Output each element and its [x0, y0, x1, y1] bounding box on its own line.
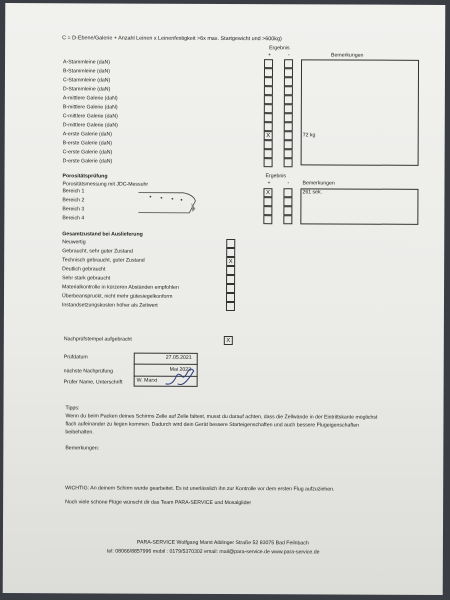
- checkbox[interactable]: [264, 113, 273, 122]
- footer-contact: tel: 08066/8857996 mobil : 0179/5370302 email: mail@para-service.de www.para-service.de: [106, 548, 320, 556]
- warning-text: WICHTIG: An deinem Schirm wurde gearbeitet. Es ist unerlässlich ihn zur Kontrolle vor dem ersten Flug aufzuziehen.: [65, 485, 335, 493]
- checkbox[interactable]: [264, 59, 273, 68]
- checkbox[interactable]: [283, 197, 292, 206]
- row-label: A-Stammleine (daN): [63, 59, 111, 66]
- stamp-row-label: Prüfdatum: [63, 354, 88, 361]
- inspection-date: 27.05.2021: [165, 354, 192, 361]
- checkbox[interactable]: [226, 284, 235, 293]
- row-label: A-erste Galerie (daN): [62, 131, 113, 138]
- minus-label-2: -: [287, 180, 290, 187]
- condition-title: Gesamtzustand bei Auslieferung: [62, 231, 143, 238]
- footer-address: PARA-SERVICE Wolfgang Marxt Aiblinger Straße 52 83075 Bad Feilnbach: [136, 539, 309, 547]
- area-label: Bereich 4: [62, 215, 85, 222]
- checkbox[interactable]: [284, 86, 293, 95]
- row-label: C-erste Galerie (daN): [62, 149, 113, 156]
- row-label: C-Stammleine (daN): [62, 77, 111, 84]
- checkbox[interactable]: [226, 302, 235, 311]
- checkbox[interactable]: [226, 239, 235, 248]
- stamp-row-label: nächste Nachprüfung: [63, 368, 114, 375]
- row-label: A-mittlere Galerie (daN): [62, 95, 118, 102]
- checkbox[interactable]: [226, 266, 235, 275]
- condition-label: Gebraucht, sehr guter Zustand: [62, 248, 133, 255]
- checkbox[interactable]: [264, 149, 273, 158]
- condition-label: Technisch gebraucht, guter Zustand: [62, 257, 145, 264]
- tips-line: flach aufeinander zu liegen kommen. Dadurch wird dein Gerät bessere Starteigenschaften und auch bessere Flugeigenschaften: [65, 421, 360, 429]
- remark-value-2: 261 sek.: [302, 189, 323, 196]
- checkbox[interactable]: [284, 158, 293, 167]
- row-label: D-erste Galerie (daN): [62, 158, 113, 165]
- checkbox[interactable]: [284, 95, 293, 104]
- area-label: Bereich 1: [62, 188, 85, 195]
- checkbox[interactable]: [226, 248, 235, 257]
- condition-label: Materialkontrolle in kürzeren Abständen empfohlen: [62, 284, 179, 291]
- checkbox[interactable]: [226, 293, 235, 302]
- ergebnis-label-2: Ergebnis: [265, 173, 287, 180]
- row-label: B-erste Galerie (daN): [62, 140, 112, 147]
- porosity-subtitle: Porositätsmessung mit JDC-Messuhr: [62, 181, 149, 188]
- section2-minus-column: [5, 3, 445, 5]
- checkbox[interactable]: [283, 206, 292, 215]
- header-formula: C = D-Ebene/Galerie + Anzahl Leinen x Leinenfestigkeit >6x max. Startgewicht und >600kg): [62, 35, 282, 43]
- closing-wishes: Noch viele schöne Flüge wünscht dir das Team PARA-SERVICE und Mosalglider: [65, 499, 252, 507]
- area-label: Bereich 3: [62, 206, 85, 213]
- checkbox-checked[interactable]: X: [224, 336, 233, 345]
- condition-label: Deutlich gebraucht: [62, 266, 106, 273]
- signature: [164, 366, 198, 388]
- tips-title: Tipps:: [65, 405, 80, 412]
- checkbox[interactable]: [283, 188, 292, 197]
- bemerkungen-label-2: Bemerkungen: [302, 180, 335, 187]
- checkbox[interactable]: [264, 86, 273, 95]
- stamp-label: Nachprüfstempel aufgebracht: [63, 336, 132, 343]
- checkbox[interactable]: [284, 113, 293, 122]
- checkbox[interactable]: [283, 215, 292, 224]
- bemerkungen-label-1: Bemerkungen: [331, 52, 364, 59]
- section1-minus-column: [5, 3, 445, 5]
- ergebnis-label-1: Ergebnis: [269, 45, 290, 52]
- checkbox[interactable]: [284, 59, 293, 68]
- checkbox[interactable]: [284, 68, 293, 77]
- checkbox[interactable]: [226, 275, 235, 284]
- plus-label-2: +: [267, 180, 271, 187]
- checkbox[interactable]: [284, 149, 293, 158]
- checkbox[interactable]: [264, 77, 273, 86]
- tips-line: beibehalten.: [65, 429, 94, 436]
- checkbox[interactable]: [284, 104, 293, 113]
- minus-label-1: -: [288, 52, 290, 59]
- checkbox[interactable]: [264, 68, 273, 77]
- condition-label: Neuwertig: [62, 239, 86, 246]
- checkbox[interactable]: [263, 197, 272, 206]
- row-label: C-mittlere Galerie (daN): [62, 113, 118, 120]
- next-inspection: Mai 2023: [169, 366, 192, 373]
- checkbox[interactable]: [264, 104, 273, 113]
- remark-value-1: 72 kg: [302, 132, 316, 139]
- checkbox[interactable]: [284, 122, 293, 131]
- plus-label-1: +: [268, 52, 272, 59]
- condition-label: Instandsetzungskosten höher als Zeitwert: [61, 302, 158, 309]
- condition-label: Sehr stark gebraucht: [62, 275, 111, 282]
- area-label: Bereich 2: [62, 197, 85, 204]
- checkbox[interactable]: [264, 140, 273, 149]
- row-label: D-mittlere Galerie (daN): [62, 122, 118, 129]
- checkbox[interactable]: [264, 122, 273, 131]
- checkbox[interactable]: [263, 206, 272, 215]
- checkbox[interactable]: [263, 215, 272, 224]
- row-label: B-mittlere Galerie (daN): [62, 104, 118, 111]
- row-label: B-Stammleine (daN): [62, 68, 111, 75]
- porosity-title: Porositätsprüfung: [62, 173, 108, 180]
- condition-label: Überbeanspruckt, nicht mehr gütesiegelkonform: [61, 293, 173, 300]
- checkbox[interactable]: [264, 95, 273, 104]
- checkbox[interactable]: [264, 158, 273, 167]
- inspector-name: W. Marxt: [136, 377, 158, 384]
- checkbox-checked[interactable]: X: [226, 257, 235, 266]
- document-page: [3, 3, 446, 595]
- remarks-label: Bemerkungen:: [65, 445, 100, 452]
- row-label: D-Stammleine (daN): [62, 86, 111, 93]
- checkbox[interactable]: [284, 77, 293, 86]
- wing-diagram: [137, 189, 199, 217]
- checkbox[interactable]: [284, 140, 293, 149]
- stamp-row-label: Prüfer Name, Unterschrift: [63, 379, 123, 386]
- checkbox-checked[interactable]: X: [264, 131, 273, 140]
- tips-line: Wenn du beim Packen deines Schirms Zelle auf Zelle faltest, musst du darauf achten, dass die Zellwände in der Eintrittskante möglichst: [65, 413, 378, 421]
- remarks-box-1[interactable]: [301, 59, 419, 166]
- checkbox[interactable]: [284, 131, 293, 140]
- checkbox-checked[interactable]: X: [263, 188, 272, 197]
